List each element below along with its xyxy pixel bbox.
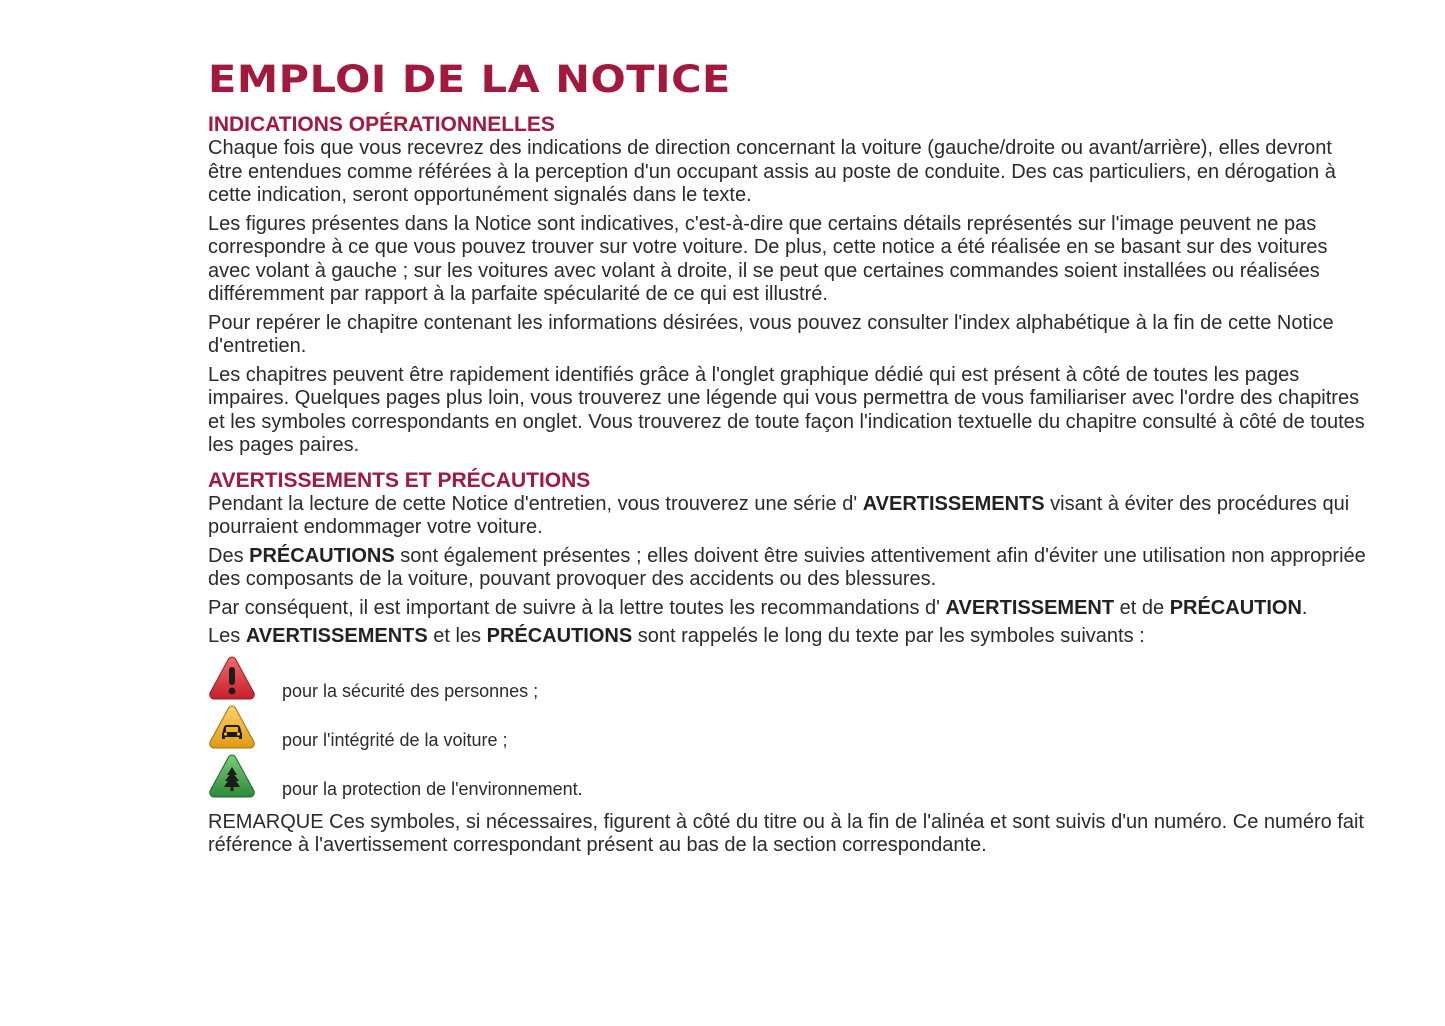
page-title: EMPLOI DE LA NOTICE (208, 58, 731, 101)
symbol-label: pour la protection de l'environnement. (282, 779, 583, 799)
bold-term: AVERTISSEMENT (945, 596, 1115, 619)
paragraph (208, 545, 1368, 592)
paragraph (208, 493, 1368, 540)
bold-term: AVERTISSEMENTS (245, 625, 428, 647)
symbol-row-car (208, 703, 1368, 752)
section-heading-operational: INDICATIONS OPÉRATIONNELLES (208, 113, 555, 136)
tree-environment-icon (208, 753, 256, 799)
text-run: visant à éviter des procédures qui pourraient endommager votre voiture. (208, 492, 1350, 538)
text-run: . (1301, 596, 1308, 619)
text-run: et de (1114, 596, 1170, 619)
paragraph (208, 625, 1368, 649)
text-run: sont également présentes ; elles doivent être suivies attentivement afin d'éviter une utilisation non appropriée des composants de la voiture, pouvant provoquer des accidents ou des blessures. (208, 544, 1366, 590)
paragraph: Les figures présentes dans la Notice sont indicatives, c'est-à-dire que certains détails représentés sur l'image peuvent ne pas correspondre à ce que vous pouvez trouver sur votre voiture. De plus, cette notice a été réalisée en se basant sur des voitures avec volant à gauche ; sur les voitures avec volant à droite, il se peut que certaines commandes soient installées ou réalisées différemment par rapport à la parfaite spécularité de ce qui est illustré. (208, 212, 1328, 305)
text-run: sont rappelés le long du texte par les symboles suivants : (632, 625, 1145, 647)
text-run: et les (427, 625, 487, 647)
paragraph (208, 597, 1368, 621)
symbol-list (208, 654, 1368, 801)
paragraph: Pour repérer le chapitre contenant les informations désirées, vous pouvez consulter l'index alphabétique à la fin de cette Notice d'entretien. (208, 311, 1334, 357)
warning-exclamation-icon (208, 655, 256, 701)
text-run: Des (208, 544, 250, 567)
paragraph: Les chapitres peuvent être rapidement identifiés grâce à l'onglet graphique dédié qui est présent à côté de toutes les pages impaires. Quelques pages plus loin, vous trouverez une légende qui vous permettra de vous familiariser avec l'ordre des chapitres et les symboles correspondants en onglet. Vous trouverez de toute façon l'indication textuelle du chapitre consulté à côté de toutes les pages paires. (208, 363, 1365, 456)
section-heading-warnings: AVERTISSEMENTS ET PRÉCAUTIONS (208, 468, 591, 492)
text-run: Pendant la lecture de cette Notice d'entretien, vous trouverez une série d' (208, 492, 863, 515)
bold-term: PRÉCAUTIONS (249, 544, 395, 567)
symbol-label: pour la sécurité des personnes ; (282, 681, 539, 701)
page-content (208, 58, 1368, 863)
symbol-row-safety (208, 654, 1368, 703)
text-run: Les (208, 625, 246, 647)
bold-term: AVERTISSEMENTS (862, 492, 1045, 515)
bold-term: PRÉCAUTION (1169, 596, 1302, 619)
paragraph: Chaque fois que vous recevrez des indications de direction concernant la voiture (gauche/droite ou avant/arrière), elles devront être entendues comme référées à la perception d'un occupant assis au poste de conduite. Des cas particuliers, en dérogation à cette indication, seront opportunément signalés dans le texte. (208, 137, 1336, 206)
text-run: Par conséquent, il est important de suivre à la lettre toutes les recommandations d' (208, 596, 946, 619)
symbol-label: pour l'intégrité de la voiture ; (282, 730, 508, 750)
remark-paragraph: REMARQUE Ces symboles, si nécessaires, figurent à côté du titre ou à la fin de l'alinéa et sont suivis d'un numéro. Ce numéro fait référence à l'avertissement correspondant présent au bas de la section correspondante. (208, 810, 1364, 856)
bold-term: PRÉCAUTIONS (486, 625, 633, 647)
symbol-row-environment (208, 752, 1368, 801)
car-warning-icon (208, 704, 256, 750)
